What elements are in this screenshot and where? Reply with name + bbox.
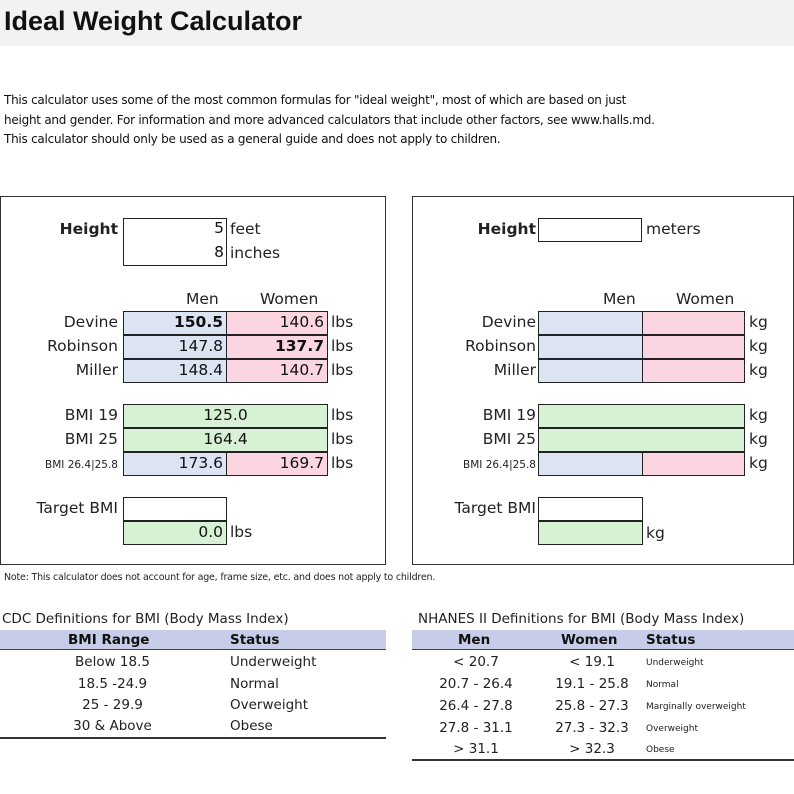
cdc-row-3-status: Overweight (230, 697, 308, 713)
bmi25-value: 164.4 (123, 428, 328, 452)
nhanes-row-4-status: Overweight (646, 724, 698, 734)
meters-input[interactable] (538, 218, 642, 242)
cdc-row-4-status: Obese (230, 718, 273, 734)
miller-men-value: 148.4 (123, 359, 227, 383)
bmi264-men-value: 173.6 (123, 452, 227, 476)
metric-height-label: Height (477, 220, 536, 238)
metric-target-bmi-unit: kg (646, 524, 665, 542)
cdc-row-1-status: Underweight (230, 654, 317, 670)
bmi25-label: BMI 25 (64, 430, 118, 448)
nhanes-row-3-women: 25.8 - 27.3 (555, 698, 629, 714)
miller-label: Miller (75, 361, 118, 379)
note-text: Note: This calculator does not account for age, frame size, etc. and does not apply to children. (4, 572, 436, 583)
bmi264-label: BMI 26.4|25.8 (45, 459, 118, 471)
metric-bmi264-men (538, 452, 643, 476)
robinson-unit: lbs (331, 337, 354, 355)
nhanes-header-status: Status (646, 632, 696, 648)
metric-bmi25-unit: kg (749, 430, 768, 448)
devine-label: Devine (63, 313, 118, 331)
metric-robinson-women (642, 335, 745, 359)
target-bmi-unit: lbs (230, 523, 253, 541)
metric-target-bmi-label: Target BMI (454, 499, 536, 517)
miller-women-value: 140.7 (226, 359, 328, 383)
devine-women-value: 140.6 (226, 311, 328, 335)
metric-target-bmi-result (538, 521, 643, 545)
devine-unit: lbs (331, 313, 354, 331)
bmi19-value: 125.0 (123, 404, 328, 428)
cdc-row-2-status: Normal (230, 676, 279, 692)
inches-input[interactable]: 8 (214, 243, 224, 261)
nhanes-header-men: Men (458, 632, 491, 648)
nhanes-row-5-women: > 32.3 (569, 741, 615, 757)
intro-line-2: height and gender. For information and more advanced calculators that include other factors, see www.halls.md. (4, 113, 655, 127)
metric-bmi264-label: BMI 26.4|25.8 (463, 459, 536, 471)
metric-col-men: Men (603, 290, 636, 308)
nhanes-table-bottom-rule (412, 759, 794, 761)
nhanes-row-4-men: 27.8 - 31.1 (439, 720, 513, 736)
bmi264-women-value: 169.7 (226, 452, 328, 476)
target-bmi-result: 0.0 (123, 521, 227, 545)
metric-devine-women (642, 311, 745, 335)
cdc-row-4-range: 30 & Above (73, 718, 152, 734)
cdc-table-header (0, 630, 386, 650)
inches-unit: inches (230, 244, 281, 262)
robinson-men-value: 147.8 (123, 335, 227, 359)
metric-bmi19-label: BMI 19 (482, 406, 536, 424)
metric-robinson-label: Robinson (465, 337, 536, 355)
nhanes-row-1-status: Underweight (646, 658, 704, 668)
cdc-table-bottom-rule (0, 737, 386, 739)
metric-miller-label: Miller (493, 361, 536, 379)
cdc-row-1-range: Below 18.5 (75, 654, 150, 670)
metric-robinson-unit: kg (749, 337, 768, 355)
feet-unit: feet (230, 220, 261, 238)
target-bmi-label: Target BMI (36, 499, 118, 517)
metric-target-bmi-input[interactable] (538, 497, 643, 521)
imperial-col-women: Women (260, 290, 319, 308)
metric-bmi25-label: BMI 25 (482, 430, 536, 448)
nhanes-row-3-status: Marginally overweight (646, 702, 746, 712)
nhanes-row-5-men: > 31.1 (453, 741, 499, 757)
cdc-row-2-range: 18.5 -24.9 (77, 676, 148, 692)
metric-miller-women (642, 359, 745, 383)
target-bmi-input[interactable] (123, 497, 227, 521)
metric-bmi19-unit: kg (749, 406, 768, 424)
metric-bmi264-unit: kg (749, 454, 768, 472)
metric-devine-men (538, 311, 643, 335)
nhanes-row-2-men: 20.7 - 26.4 (439, 676, 513, 692)
miller-unit: lbs (331, 361, 354, 379)
nhanes-row-4-women: 27.3 - 32.3 (555, 720, 629, 736)
bmi25-unit: lbs (331, 430, 354, 448)
bmi19-label: BMI 19 (64, 406, 118, 424)
bmi264-unit: lbs (331, 454, 354, 472)
robinson-label: Robinson (47, 337, 118, 355)
nhanes-row-1-men: < 20.7 (453, 654, 499, 670)
cdc-header-range: BMI Range (68, 632, 150, 648)
nhanes-header-women: Women (561, 632, 618, 648)
cdc-row-3-range: 25 - 29.9 (82, 697, 143, 713)
cdc-table-title: CDC Definitions for BMI (Body Mass Index) (2, 611, 289, 627)
intro-line-1: This calculator uses some of the most common formulas for "ideal weight", most of which are based on just (4, 93, 627, 107)
bmi19-unit: lbs (331, 406, 354, 424)
nhanes-row-2-status: Normal (646, 680, 679, 690)
feet-input[interactable]: 5 (214, 219, 224, 237)
nhanes-row-5-status: Obese (646, 745, 675, 755)
metric-bmi264-women (642, 452, 745, 476)
metric-miller-unit: kg (749, 361, 768, 379)
cdc-header-status: Status (230, 632, 280, 648)
nhanes-row-2-women: 19.1 - 25.8 (555, 676, 629, 692)
metric-bmi25-value (538, 428, 745, 452)
metric-miller-men (538, 359, 643, 383)
page-title: Ideal Weight Calculator (4, 6, 303, 36)
devine-men-value: 150.5 (123, 311, 227, 335)
intro-line-3: This calculator should only be used as a general guide and does not apply to children. (4, 132, 501, 146)
metric-col-women: Women (676, 290, 735, 308)
metric-robinson-men (538, 335, 643, 359)
metric-bmi19-value (538, 404, 745, 428)
robinson-women-value: 137.7 (226, 335, 328, 359)
meters-unit: meters (646, 220, 701, 238)
imperial-height-label: Height (59, 220, 118, 238)
nhanes-row-1-women: < 19.1 (569, 654, 615, 670)
metric-devine-unit: kg (749, 313, 768, 331)
metric-devine-label: Devine (481, 313, 536, 331)
imperial-col-men: Men (186, 290, 219, 308)
nhanes-row-3-men: 26.4 - 27.8 (439, 698, 513, 714)
nhanes-table-title: NHANES II Definitions for BMI (Body Mass Index) (418, 611, 745, 627)
